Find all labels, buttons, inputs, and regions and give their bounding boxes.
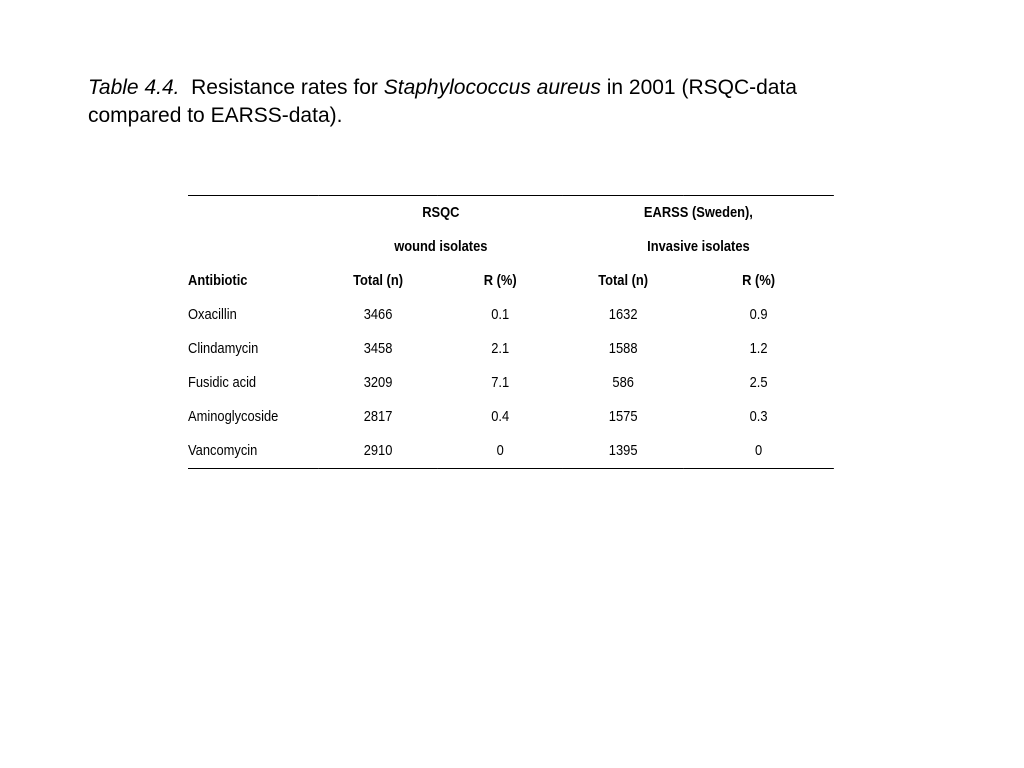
- caption-text-after: in 2001 (RSQC-data: [606, 76, 797, 99]
- column-header-rsqc-total: Total (n): [353, 272, 404, 289]
- cell-rsqc-r: 0: [437, 434, 563, 469]
- cell-earss-r: 2.5: [749, 374, 768, 391]
- column-header-rsqc-r: R (%): [483, 272, 517, 289]
- column-header-earss-total: Total (n): [598, 272, 649, 289]
- cell-rsqc-r: 7.1: [491, 374, 510, 391]
- table-row: [188, 332, 834, 366]
- table-row: [188, 298, 834, 332]
- cell-rsqc-r: 0.4: [491, 408, 510, 425]
- cell-rsqc-r: 0.1: [491, 306, 510, 323]
- caption-text-before: Resistance rates for: [191, 76, 378, 99]
- resistance-table-container: [188, 195, 834, 469]
- cell-rsqc-total: 3466: [363, 306, 393, 323]
- column-header-row: [188, 264, 834, 298]
- cell-rsqc-total: 2910: [319, 434, 438, 469]
- column-header-earss-r: R (%): [742, 272, 776, 289]
- rsqc-group-header: RSQC: [422, 204, 460, 221]
- column-header-antibiotic: Antibiotic: [188, 272, 248, 289]
- cell-rsqc-total: 3209: [363, 374, 393, 391]
- caption-text-line2: compared to EARSS-data).: [88, 104, 343, 127]
- cell-antibiotic: Oxacillin: [188, 306, 237, 323]
- cell-earss-r: 0.9: [749, 306, 768, 323]
- cell-earss-total: 1588: [608, 340, 638, 357]
- cell-earss-r: 0: [683, 434, 834, 469]
- cell-earss-total: 1575: [608, 408, 638, 425]
- group-header-row-1: [188, 196, 834, 230]
- cell-antibiotic: Clindamycin: [188, 340, 259, 357]
- earss-group-subheader: Invasive isolates: [647, 238, 750, 255]
- cell-earss-total: 586: [612, 374, 634, 391]
- cell-earss-total: 1632: [608, 306, 638, 323]
- cell-rsqc-total: 2817: [363, 408, 393, 425]
- table-caption: [88, 74, 888, 130]
- cell-rsqc-total: 3458: [363, 340, 393, 357]
- cell-antibiotic: Fusidic acid: [188, 374, 257, 391]
- cell-antibiotic: Vancomycin: [188, 434, 319, 469]
- group-header-row-2: [188, 230, 834, 264]
- table-row: [188, 434, 834, 469]
- caption-label: Table 4.4.: [88, 76, 180, 99]
- table-row: [188, 400, 834, 434]
- cell-earss-r: 1.2: [749, 340, 768, 357]
- cell-antibiotic: Aminoglycoside: [188, 408, 279, 425]
- earss-group-header: EARSS (Sweden),: [643, 204, 753, 221]
- cell-earss-r: 0.3: [749, 408, 768, 425]
- table-row: [188, 366, 834, 400]
- cell-earss-total: 1395: [563, 434, 683, 469]
- caption-species: Staphylococcus aureus: [383, 76, 601, 99]
- resistance-table: [188, 195, 834, 469]
- cell-rsqc-r: 2.1: [491, 340, 510, 357]
- rsqc-group-subheader: wound isolates: [394, 238, 488, 255]
